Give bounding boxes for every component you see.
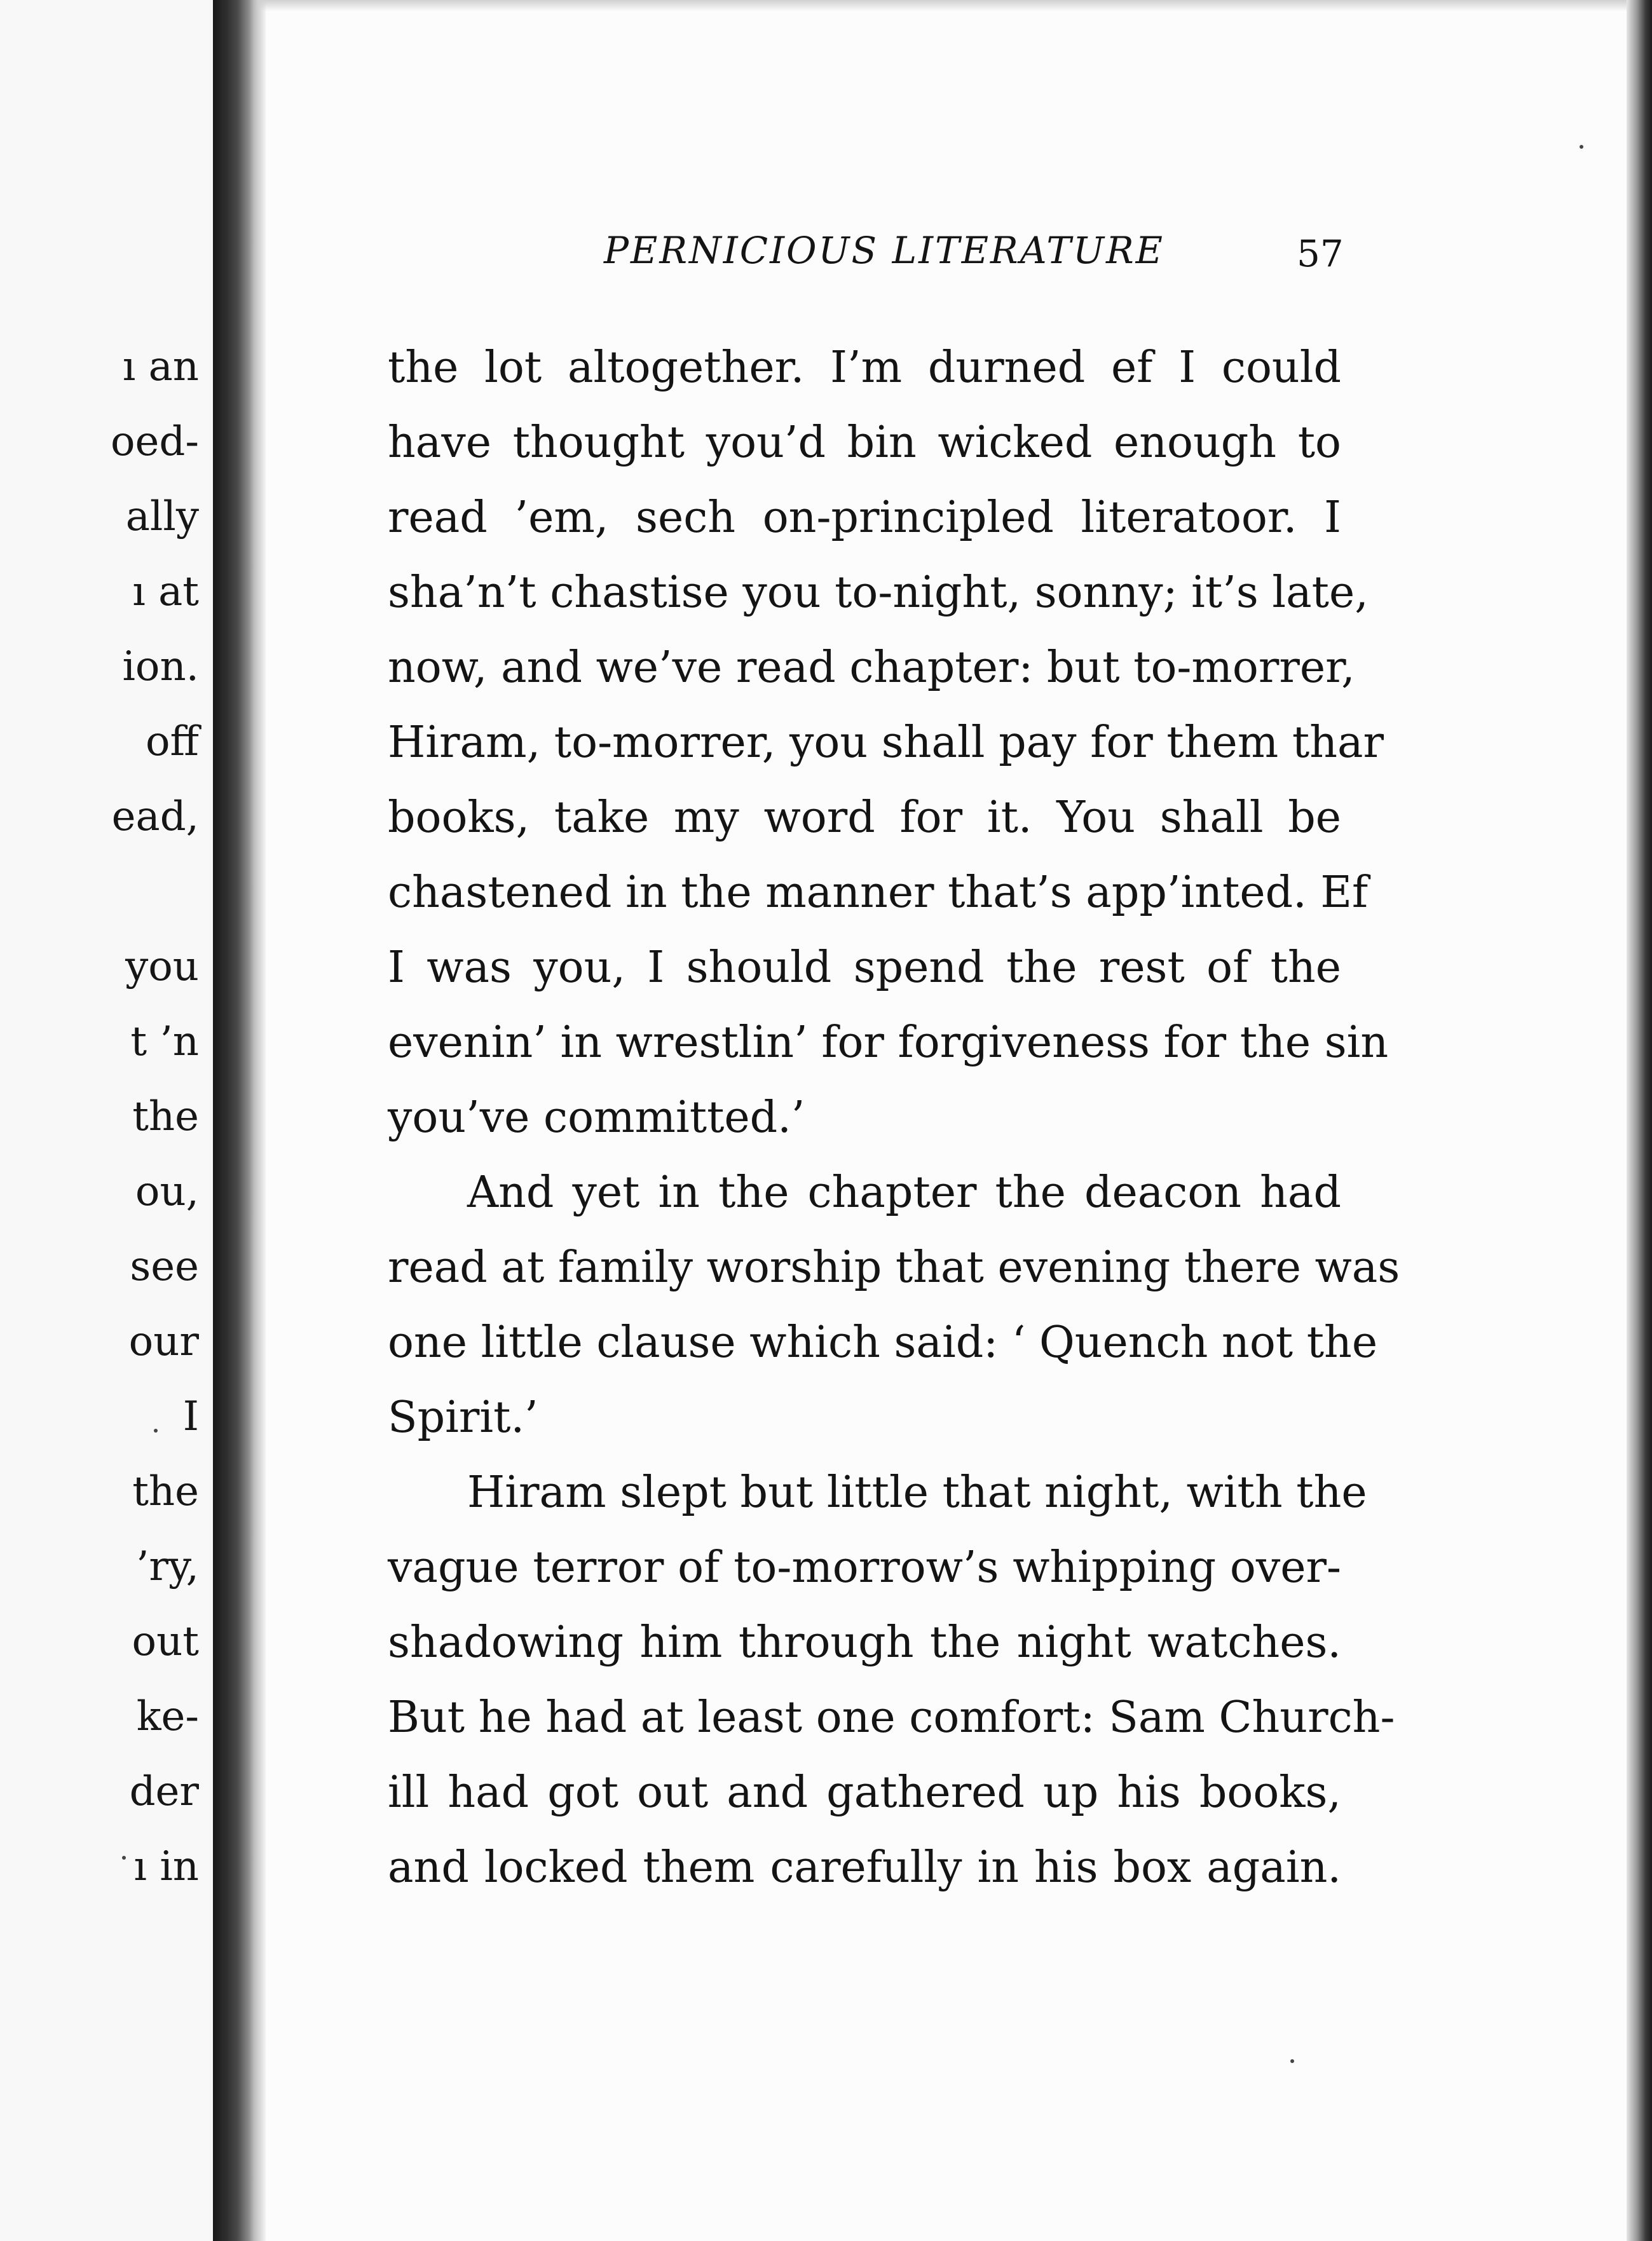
text-line: I was you, I should spend the rest of the	[388, 943, 1341, 993]
left-page-line: out	[132, 1618, 199, 1665]
left-page-line: I	[182, 1393, 199, 1440]
left-page-line: our	[128, 1318, 199, 1365]
text-line: Spirit.’	[388, 1393, 538, 1443]
left-page-line: ead,	[111, 793, 199, 840]
left-page-line: ally	[125, 493, 199, 540]
left-page-line: the	[132, 1093, 199, 1140]
text-line: chastened in the manner that’s app’inted. Ef	[388, 868, 1369, 918]
left-page-line: ’ry,	[136, 1543, 199, 1590]
text-line: you’ve committed.’	[388, 1093, 805, 1143]
text-line: books, take my word for it. You shall be	[388, 793, 1341, 843]
left-page-line: ı at	[132, 568, 199, 615]
text-line: shadowing him through the night watches.	[388, 1618, 1341, 1668]
left-page-line: t ’n	[130, 1018, 199, 1065]
text-line: and locked them carefully in his box again.	[388, 1843, 1341, 1893]
text-line: sha’n’t chastise you to-night, sonny; it’s late,	[388, 568, 1369, 618]
left-page-line: der	[129, 1768, 199, 1815]
left-page-line: the	[132, 1468, 199, 1515]
text-line: evenin’ in wrestlin’ for forgiveness for the sin	[388, 1018, 1389, 1068]
paper-speck	[122, 1856, 126, 1860]
paper-speck	[154, 1429, 158, 1433]
text-line: read at family worship that evening there was	[388, 1243, 1400, 1293]
previous-page-fragment	[0, 0, 213, 2241]
paper-speck	[1580, 145, 1583, 149]
text-line: the lot altogether. I’m durned ef I could	[388, 343, 1341, 393]
running-header: PERNICIOUS LITERATURE	[604, 229, 1164, 272]
left-page-line: ı in	[133, 1843, 199, 1890]
text-line: ill had got out and gathered up his books,	[388, 1768, 1341, 1818]
page-number: 57	[1297, 232, 1344, 275]
text-line: vague terror of to-morrow’s whipping over-	[388, 1543, 1341, 1593]
left-page-line: ion.	[122, 643, 199, 690]
left-page-line: see	[130, 1243, 199, 1290]
paragraph-first-line: And yet in the chapter the deacon had	[467, 1168, 1341, 1218]
paragraph-first-line: Hiram slept but little that night, with the	[467, 1468, 1367, 1518]
book-gutter-shadow	[213, 0, 257, 2241]
left-page-line: you	[125, 943, 199, 990]
top-edge-shade	[257, 0, 1627, 11]
right-page-edge	[1627, 0, 1652, 2241]
left-page-line: ou,	[135, 1168, 199, 1215]
text-line: But he had at least one comfort: Sam Church-	[388, 1693, 1395, 1743]
text-line: Hiram, to-morrer, you shall pay for them thar	[388, 718, 1384, 768]
left-page-line: oed-	[111, 418, 199, 465]
text-line: have thought you’d bin wicked enough to	[388, 418, 1341, 468]
paper-speck	[1290, 2059, 1294, 2063]
text-line: now, and we’ve read chapter: but to-morrer,	[388, 643, 1355, 693]
left-page-line: ı an	[122, 343, 199, 390]
page-body	[388, 330, 1400, 1905]
left-page-line: ke-	[136, 1693, 199, 1740]
text-line: read ’em, sech on-principled literatoor. I	[388, 493, 1341, 543]
text-line: one little clause which said: ‘ Quench not the	[388, 1318, 1378, 1368]
left-page-line: off	[146, 718, 199, 765]
page-fold-highlight	[254, 0, 266, 2241]
